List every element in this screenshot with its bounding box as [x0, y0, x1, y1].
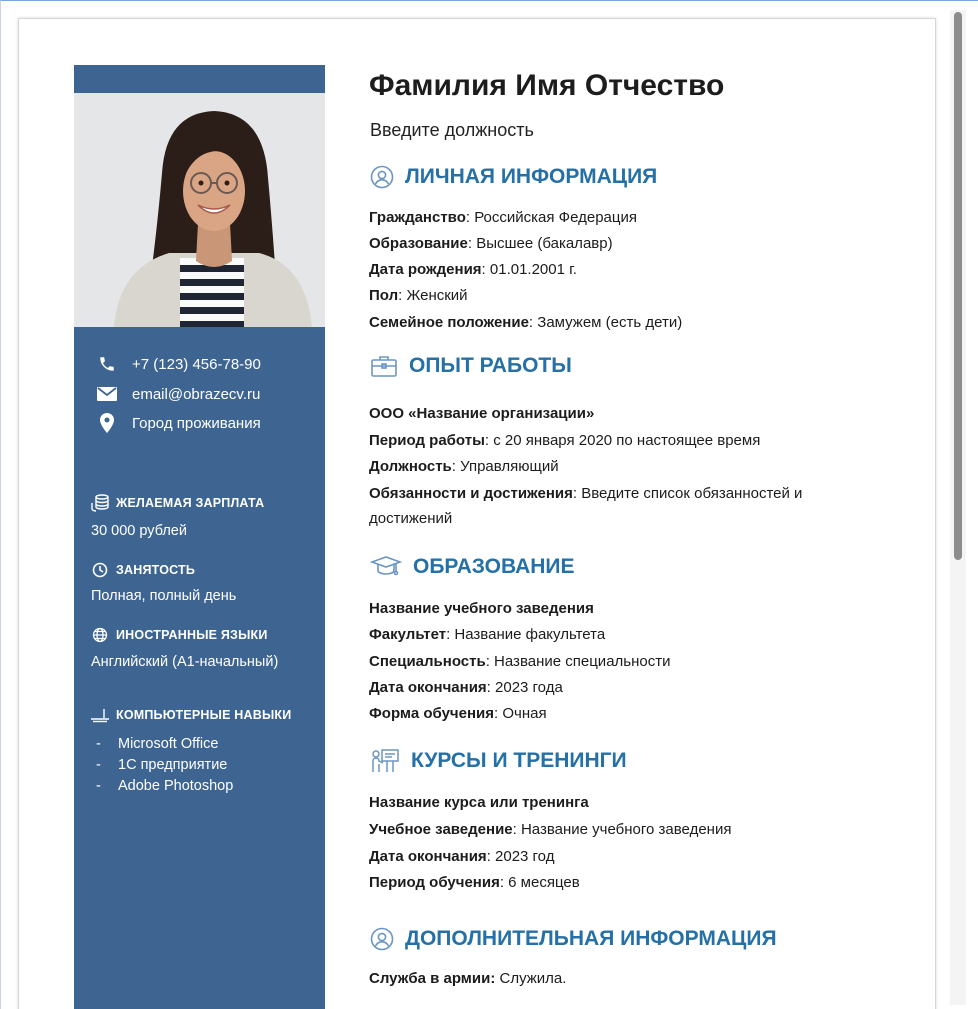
course-row: Учебное заведение: Название учебного заведения: [369, 821, 732, 838]
full-name: Фамилия Имя Отчество: [369, 69, 725, 102]
salary-value: 30 000 рублей: [91, 523, 187, 539]
phone-contact[interactable]: [96, 352, 316, 376]
employment-heading: [90, 560, 195, 580]
skill-item: - Microsoft Office: [96, 736, 219, 752]
work-row: Должность: Управляющий: [369, 458, 559, 475]
personal-row: Дата рождения: 01.01.2001 г.: [369, 261, 577, 278]
resume-page: [18, 18, 936, 1009]
employment-title: ЗАНЯТОСТЬ: [116, 563, 196, 577]
languages-heading: [90, 625, 268, 645]
work-row: Период работы: с 20 января 2020 по настоящее время: [369, 432, 761, 449]
email-text: email@obrazecv.ru: [132, 385, 261, 403]
courses-heading: КУРСЫ И ТРЕНИНГИ: [369, 748, 627, 774]
phone-icon: [96, 353, 118, 375]
course-row: Период обучения: 6 месяцев: [369, 874, 580, 891]
clock-icon: [90, 560, 110, 580]
education-row: Дата окончания: 2023 года: [369, 679, 563, 696]
additional-row: Служба в армии: Служила.: [369, 970, 567, 987]
personal-info-heading: ЛИЧНАЯ ИНФОРМАЦИЯ: [369, 164, 657, 190]
skill-item: - 1С предприятие: [96, 757, 228, 773]
job-position: Введите должность: [370, 120, 534, 140]
work-row: Обязанности и достижения: Введите список обязанностей и: [369, 485, 803, 502]
phone-text: +7 (123) 456-78-90: [132, 355, 261, 373]
sidebar: [74, 65, 325, 1009]
languages-value: Английский (А1-начальный): [91, 654, 279, 670]
globe-icon: [90, 625, 110, 645]
personal-row: Семейное положение: Замужем (есть дети): [369, 314, 683, 331]
personal-row: Гражданство: Российская Федерация: [369, 209, 637, 226]
briefcase-icon: [369, 353, 399, 379]
additional-info-heading: ДОПОЛНИТЕЛЬНАЯ ИНФОРМАЦИЯ: [369, 926, 777, 952]
skills-title: КОМПЬЮТЕРНЫЕ НАВЫКИ: [116, 708, 292, 722]
education-row: Факультет: Название факультета: [369, 626, 606, 643]
envelope-icon: [96, 383, 118, 405]
user-circle-icon: [369, 164, 395, 190]
course-name: Название курса или тренинга: [369, 794, 589, 811]
city-text: Город проживания: [132, 414, 261, 432]
work-row-continuation: достижений: [369, 510, 453, 527]
skills-heading: [90, 705, 291, 725]
education-heading: ОБРАЗОВАНИЕ: [369, 554, 575, 580]
personal-row: Пол: Женский: [369, 287, 468, 304]
location-pin-icon: [96, 412, 118, 434]
computer-icon: [90, 705, 110, 725]
personal-row: Образование: Высшее (бакалавр): [369, 235, 613, 252]
course-row: Дата окончания: 2023 год: [369, 848, 555, 865]
work-experience-heading: ОПЫТ РАБОТЫ: [369, 353, 572, 379]
city-contact: [96, 411, 316, 435]
user-circle-icon: [369, 926, 395, 952]
presentation-icon: [369, 748, 401, 774]
scrollbar-thumb[interactable]: [954, 12, 962, 560]
email-contact[interactable]: [96, 382, 316, 406]
education-row: Специальность: Название специальности: [369, 653, 671, 670]
education-row: Форма обучения: Очная: [369, 705, 547, 722]
salary-title: ЖЕЛАЕМАЯ ЗАРПЛАТА: [116, 496, 265, 510]
profile-photo: [74, 93, 325, 327]
coins-icon: [90, 493, 110, 513]
salary-heading: [90, 493, 264, 513]
portrait-image: [74, 93, 325, 327]
skill-item: - Adobe Photoshop: [96, 778, 234, 794]
institution-name: Название учебного заведения: [369, 600, 594, 617]
languages-title: ИНОСТРАННЫЕ ЯЗЫКИ: [116, 628, 268, 642]
employment-value: Полная, полный день: [91, 588, 237, 604]
graduation-cap-icon: [369, 554, 403, 580]
organization-name: ООО «Название организации»: [369, 405, 595, 422]
